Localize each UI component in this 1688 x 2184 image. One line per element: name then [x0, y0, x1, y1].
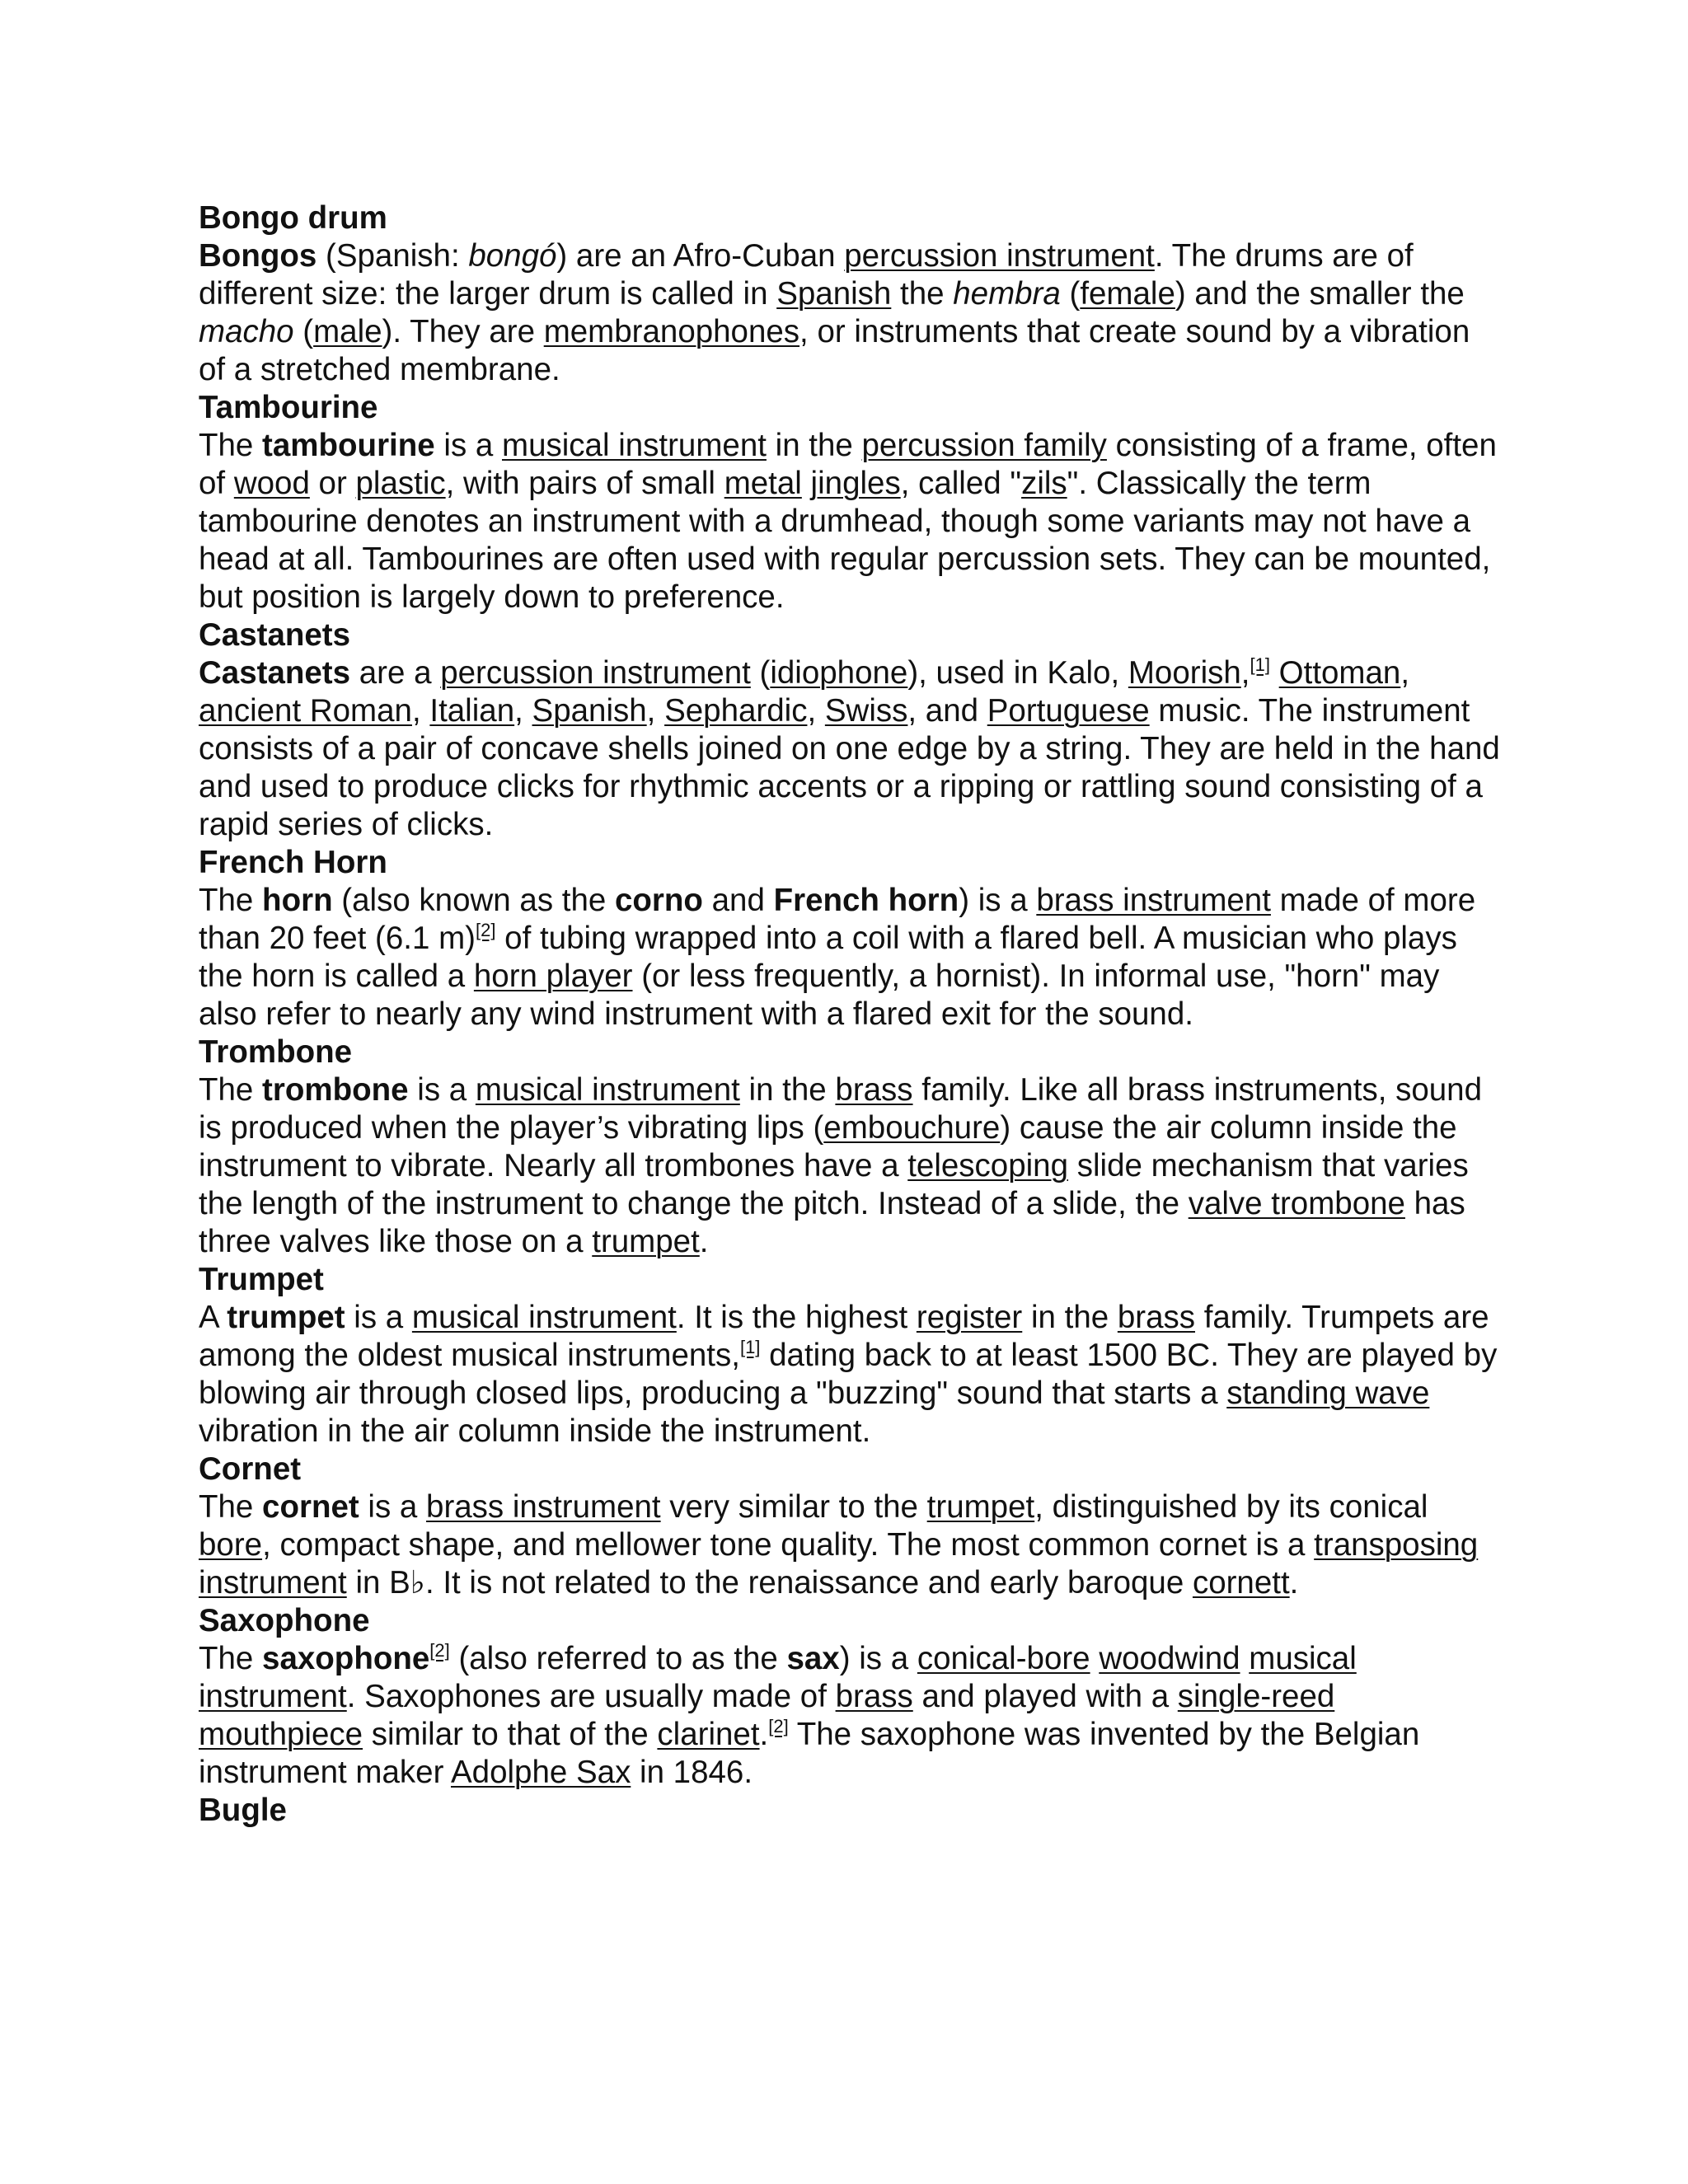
- link[interactable]: woodwind: [1099, 1641, 1240, 1676]
- link[interactable]: trumpet: [926, 1489, 1035, 1525]
- link[interactable]: transposing instrument: [199, 1527, 1479, 1601]
- text: is a: [345, 1300, 412, 1335]
- link[interactable]: bore: [199, 1527, 263, 1563]
- link[interactable]: female: [1080, 276, 1175, 312]
- text: hembra: [953, 276, 1061, 312]
- link[interactable]: musical instrument: [502, 428, 767, 463]
- section-heading-cornet: Cornet: [199, 1451, 302, 1487]
- section-heading-bongo: Bongo drum: [199, 200, 387, 236]
- section-paragraph-castanets: [199, 654, 1501, 844]
- link[interactable]: Ottoman: [1278, 655, 1401, 691]
- text: ". Classically the term tambourine denotes an instrument with a drumhead, though some variants may not have a head at all. Tambourines are often used with regular percussion sets. They can be mounted, but position is largely down to preference.: [199, 466, 1491, 615]
- text: trombone: [262, 1072, 409, 1108]
- text: , called ": [900, 466, 1022, 501]
- section-heading-trumpet: Trumpet: [199, 1262, 324, 1297]
- text: made of more than 20 feet (6.1 m): [199, 883, 1476, 956]
- link[interactable]: musical instrument: [475, 1072, 740, 1108]
- text: in the: [739, 1072, 836, 1108]
- text: very similar to the: [660, 1489, 927, 1525]
- text: The: [199, 1641, 263, 1676]
- text: .: [699, 1224, 709, 1259]
- text: ) cause the air column inside the instrument to vibrate. Nearly all trombones have a: [199, 1110, 1457, 1183]
- text: corno: [615, 883, 703, 918]
- link[interactable]: brass instrument: [426, 1489, 661, 1525]
- text: . The drums are of different size: the larger drum is called in: [199, 238, 1414, 312]
- link[interactable]: idiophone: [770, 655, 908, 691]
- text: ,: [1240, 655, 1250, 691]
- citation-link[interactable]: [1]: [1250, 654, 1270, 675]
- text: , with pairs of small: [445, 466, 724, 501]
- section-heading-saxophone: Saxophone: [199, 1603, 370, 1638]
- text: and: [702, 883, 774, 918]
- text: The: [199, 1489, 263, 1525]
- section-paragraph-cornet: [199, 1488, 1501, 1602]
- text: sax: [786, 1641, 840, 1676]
- text: ) and the smaller the: [1175, 276, 1465, 312]
- text: ,: [646, 693, 665, 729]
- text: dating back to at least 1500 BC. They are played by blowing air through closed lips, producing a "buzzing" sound that starts a: [199, 1338, 1498, 1411]
- section-paragraph-horn: [199, 882, 1501, 1033]
- text: tambourine: [262, 428, 435, 463]
- text: The saxophone was invented by the Belgian instrument maker: [199, 1717, 1420, 1790]
- text: The: [199, 428, 263, 463]
- link[interactable]: Moorish: [1128, 655, 1241, 691]
- text: music. The instrument consists of a pair of concave shells joined on one edge by a string. They are held in the hand and used to produce clicks for rhythmic accents or a ripping or rattling sound consisting of a rapid series of clicks.: [199, 693, 1500, 842]
- text: saxophone: [262, 1641, 430, 1676]
- link[interactable]: trumpet: [592, 1224, 700, 1259]
- link[interactable]: wood: [233, 466, 310, 501]
- link[interactable]: standing wave: [1226, 1376, 1430, 1411]
- section-paragraph-trumpet: [199, 1299, 1501, 1451]
- link[interactable]: Portuguese: [987, 693, 1150, 729]
- link[interactable]: plastic: [355, 466, 446, 501]
- link[interactable]: male: [313, 314, 382, 349]
- link[interactable]: brass: [835, 1072, 913, 1108]
- text: A: [199, 1300, 227, 1335]
- text: in B♭. It is not related to the renaissance and early baroque: [346, 1565, 1193, 1601]
- document-page: [199, 199, 1501, 1830]
- text: in the: [766, 428, 862, 463]
- text: are a: [350, 655, 441, 691]
- link[interactable]: Spanish: [776, 276, 892, 312]
- text: horn: [262, 883, 333, 918]
- text: family. Trumpets are among the oldest musical instruments,: [199, 1300, 1489, 1373]
- text: has three valves like those on a: [199, 1186, 1465, 1259]
- link[interactable]: jingles: [810, 466, 901, 501]
- section-paragraph-trombone: [199, 1071, 1501, 1261]
- link[interactable]: zils: [1021, 466, 1067, 501]
- text: (or less frequently, a hornist). In informal use, "horn" may also refer to nearly any wind instrument with a flared exit for the sound.: [199, 958, 1440, 1032]
- text: in 1846.: [631, 1755, 753, 1790]
- text: ). They are: [382, 314, 544, 349]
- citation-link[interactable]: [1]: [739, 1337, 761, 1357]
- text: , distinguished by its conical: [1034, 1489, 1428, 1525]
- text: consisting of a frame, often of: [199, 428, 1497, 501]
- text: [802, 466, 811, 501]
- text: ,: [807, 693, 825, 729]
- text: .: [759, 1717, 769, 1752]
- citation-link[interactable]: [2]: [429, 1640, 450, 1661]
- text: is a: [408, 1072, 476, 1108]
- text: ,: [514, 693, 532, 729]
- link[interactable]: clarinet: [657, 1717, 760, 1752]
- link[interactable]: Adolphe Sax: [450, 1755, 631, 1790]
- text: vibration in the air column inside the instrument.: [199, 1413, 871, 1449]
- link[interactable]: brass: [835, 1679, 913, 1714]
- link[interactable]: metal: [724, 466, 802, 501]
- link[interactable]: Sephardic: [664, 693, 808, 729]
- section-heading-horn: French Horn: [199, 845, 387, 880]
- link[interactable]: conical-bore: [917, 1641, 1090, 1676]
- text: slide mechanism that varies the length of the instrument to change the pitch. Instead of a slide, the: [199, 1148, 1469, 1221]
- text: ) is a: [959, 883, 1037, 918]
- text: cornet: [262, 1489, 359, 1525]
- text: , and: [907, 693, 987, 729]
- section-paragraph-tambourine: [199, 427, 1501, 616]
- link[interactable]: Italian: [429, 693, 515, 729]
- link[interactable]: Spanish: [532, 693, 647, 729]
- text: of tubing wrapped into a coil with a flared bell. A musician who plays the horn is called a: [199, 921, 1457, 994]
- text: (: [750, 655, 771, 691]
- text: . It is the highest: [676, 1300, 917, 1335]
- link[interactable]: single-reed mouthpiece: [199, 1679, 1335, 1752]
- text: ,: [1400, 655, 1410, 691]
- text: is a: [434, 428, 502, 463]
- text: .: [1289, 1565, 1299, 1601]
- section-heading-tambourine: Tambourine: [199, 390, 378, 425]
- text: The: [199, 1072, 263, 1108]
- text: , or instruments that create sound by a vibration of a stretched membrane.: [199, 314, 1470, 387]
- link[interactable]: percussion family: [861, 428, 1107, 463]
- link[interactable]: musical instrument: [411, 1300, 677, 1335]
- section-heading-trombone: Trombone: [199, 1034, 353, 1070]
- text: ,: [411, 693, 430, 729]
- text: family. Like all brass instruments, sound is produced when the player’s vibrating lips (: [199, 1072, 1482, 1146]
- text: trumpet: [227, 1300, 345, 1335]
- link[interactable]: membranophones: [543, 314, 800, 349]
- text: ), used in Kalo,: [907, 655, 1128, 691]
- section-heading-castanets: Castanets: [199, 617, 351, 653]
- text: (also referred to as the: [449, 1641, 787, 1676]
- link[interactable]: register: [916, 1300, 1023, 1335]
- text: ) is a: [839, 1641, 917, 1676]
- text: French horn: [773, 883, 959, 918]
- link[interactable]: valve trombone: [1188, 1186, 1405, 1221]
- citation-link[interactable]: [2]: [476, 920, 496, 940]
- text: ) are an Afro-Cuban: [556, 238, 845, 274]
- text: (Spanish:: [316, 238, 469, 274]
- link[interactable]: Swiss: [824, 693, 908, 729]
- link[interactable]: horn player: [473, 958, 633, 994]
- text: (: [1060, 276, 1081, 312]
- text: in the: [1022, 1300, 1118, 1335]
- link[interactable]: percussion instrument: [844, 238, 1155, 274]
- text: [1240, 1641, 1250, 1676]
- section-paragraph-saxophone: [199, 1640, 1501, 1792]
- text: . Saxophones are usually made of: [346, 1679, 836, 1714]
- text: is a: [359, 1489, 427, 1525]
- link[interactable]: percussion instrument: [440, 655, 751, 691]
- text: (also known as the: [332, 883, 615, 918]
- text: the: [891, 276, 954, 312]
- section-heading-bugle: Bugle: [199, 1793, 287, 1828]
- link[interactable]: cornett: [1192, 1565, 1290, 1601]
- link[interactable]: musical instrument: [199, 1641, 1357, 1714]
- link[interactable]: brass: [1117, 1300, 1195, 1335]
- text: and played with a: [912, 1679, 1178, 1714]
- text: Castanets: [199, 655, 351, 691]
- text: , compact shape, and mellower tone quality. The most common cornet is a: [262, 1527, 1315, 1563]
- section-paragraph-bongo: [199, 237, 1501, 389]
- link[interactable]: ancient Roman: [199, 693, 412, 729]
- text: The: [199, 883, 263, 918]
- link[interactable]: telescoping: [907, 1148, 1069, 1183]
- text: [1090, 1641, 1100, 1676]
- text: macho: [199, 314, 294, 349]
- text: similar to that of the: [363, 1717, 658, 1752]
- link[interactable]: embouchure: [823, 1110, 1001, 1146]
- text: (: [293, 314, 314, 349]
- text: Bongos: [199, 238, 317, 274]
- text: [1270, 655, 1279, 691]
- text: or: [309, 466, 356, 501]
- link[interactable]: brass instrument: [1036, 883, 1271, 918]
- citation-link[interactable]: [2]: [768, 1716, 789, 1736]
- text: bongó: [468, 238, 557, 274]
